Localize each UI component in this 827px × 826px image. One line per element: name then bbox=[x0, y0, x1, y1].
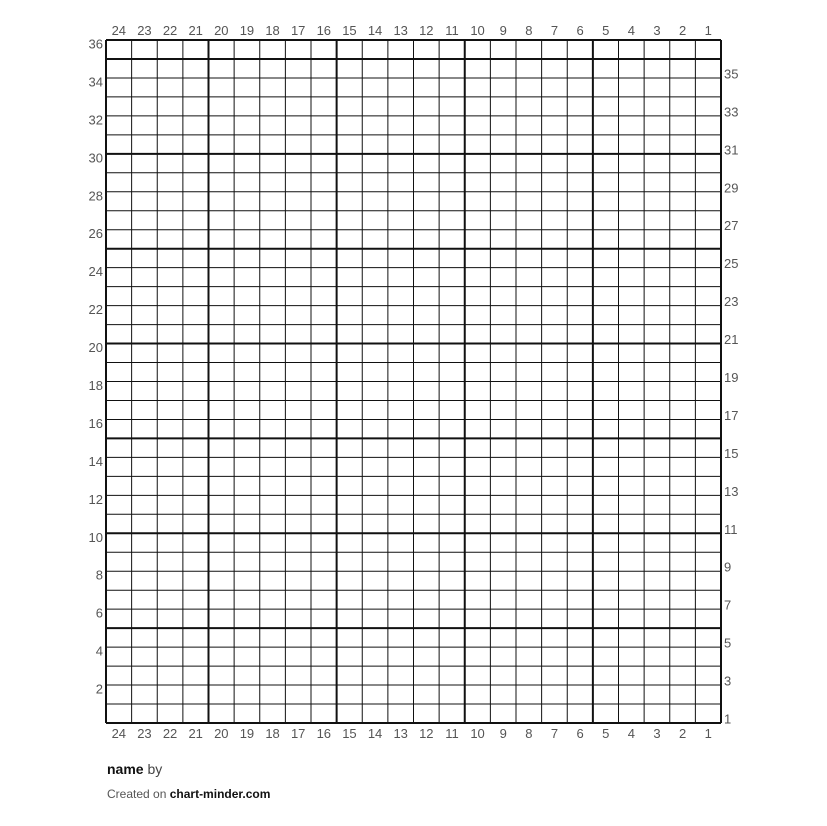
row-label: 25 bbox=[724, 256, 739, 272]
column-label: 20 bbox=[214, 23, 229, 38]
column-label: 23 bbox=[137, 726, 152, 741]
column-label: 4 bbox=[627, 726, 635, 741]
column-label: 4 bbox=[627, 23, 635, 38]
row-label: 32 bbox=[88, 112, 103, 128]
column-label: 11 bbox=[445, 23, 459, 38]
top-column-labels bbox=[112, 23, 712, 38]
row-label: 27 bbox=[724, 218, 739, 234]
site-link[interactable]: chart-minder.com bbox=[169, 787, 271, 801]
column-label: 16 bbox=[316, 726, 332, 741]
row-label: 6 bbox=[95, 605, 103, 621]
right-row-labels bbox=[724, 66, 738, 726]
column-label: 15 bbox=[342, 726, 357, 741]
column-label: 2 bbox=[678, 726, 687, 741]
column-label: 8 bbox=[525, 726, 533, 741]
column-label: 5 bbox=[602, 23, 610, 38]
column-label: 3 bbox=[653, 23, 661, 38]
column-label: 5 bbox=[602, 726, 610, 741]
column-label: 11 bbox=[445, 726, 459, 741]
column-label: 19 bbox=[239, 23, 255, 38]
chart-name: name bbox=[107, 761, 144, 777]
column-label: 21 bbox=[188, 726, 203, 741]
column-label: 14 bbox=[367, 726, 383, 741]
row-label: 21 bbox=[724, 332, 739, 348]
row-label: 1 bbox=[724, 711, 732, 727]
row-label: 23 bbox=[724, 294, 739, 310]
column-label: 23 bbox=[137, 23, 152, 38]
column-label: 12 bbox=[419, 23, 434, 38]
column-label: 10 bbox=[470, 23, 485, 38]
column-label: 17 bbox=[290, 23, 306, 38]
row-label: 11 bbox=[724, 521, 738, 537]
column-label: 10 bbox=[470, 726, 485, 741]
column-label: 21 bbox=[188, 23, 203, 38]
column-label: 8 bbox=[525, 23, 533, 38]
column-label: 22 bbox=[162, 726, 178, 741]
created-on-credit bbox=[107, 787, 270, 801]
row-label: 28 bbox=[88, 188, 103, 204]
row-label: 10 bbox=[88, 529, 103, 545]
column-label: 17 bbox=[290, 726, 306, 741]
row-label: 7 bbox=[724, 597, 732, 613]
column-label: 9 bbox=[499, 726, 507, 741]
row-label: 14 bbox=[88, 453, 103, 469]
left-row-labels bbox=[89, 36, 103, 696]
column-label: 1 bbox=[704, 23, 712, 38]
column-label: 24 bbox=[111, 23, 127, 38]
column-label: 3 bbox=[653, 726, 661, 741]
bottom-column-labels bbox=[112, 726, 712, 741]
minor-grid-lines bbox=[106, 40, 721, 723]
column-label: 7 bbox=[550, 726, 559, 741]
row-label: 22 bbox=[88, 302, 103, 318]
row-label: 30 bbox=[88, 150, 103, 166]
column-label: 1 bbox=[704, 726, 712, 741]
row-label: 8 bbox=[95, 567, 103, 583]
chart-title bbox=[107, 761, 162, 777]
column-label: 12 bbox=[419, 726, 434, 741]
column-label: 2 bbox=[678, 23, 687, 38]
row-label: 36 bbox=[88, 36, 103, 52]
column-label: 22 bbox=[162, 23, 178, 38]
row-label: 19 bbox=[724, 370, 739, 386]
row-label: 29 bbox=[724, 180, 739, 196]
row-label: 35 bbox=[724, 66, 739, 82]
row-label: 34 bbox=[88, 74, 103, 90]
column-label: 16 bbox=[316, 23, 332, 38]
column-label: 6 bbox=[576, 726, 584, 741]
column-label: 9 bbox=[499, 23, 507, 38]
row-label: 13 bbox=[724, 483, 739, 499]
row-label: 17 bbox=[724, 407, 739, 423]
column-label: 24 bbox=[111, 726, 127, 741]
column-label: 20 bbox=[214, 726, 229, 741]
column-label: 14 bbox=[367, 23, 383, 38]
column-label: 6 bbox=[576, 23, 584, 38]
row-label: 16 bbox=[88, 415, 103, 431]
row-label: 26 bbox=[88, 226, 103, 242]
row-label: 20 bbox=[88, 340, 103, 356]
row-label: 5 bbox=[724, 635, 732, 651]
row-label: 18 bbox=[88, 377, 103, 393]
row-label: 3 bbox=[724, 673, 732, 689]
row-label: 12 bbox=[88, 491, 103, 507]
row-label: 4 bbox=[95, 643, 103, 659]
column-label: 13 bbox=[393, 726, 408, 741]
row-label: 31 bbox=[724, 142, 739, 158]
column-label: 18 bbox=[265, 23, 280, 38]
column-label: 7 bbox=[550, 23, 559, 38]
row-label: 33 bbox=[724, 104, 739, 120]
row-label: 15 bbox=[724, 445, 739, 461]
row-label: 24 bbox=[88, 264, 103, 280]
column-label: 19 bbox=[239, 726, 255, 741]
column-label: 13 bbox=[393, 23, 408, 38]
row-label: 9 bbox=[724, 559, 732, 575]
chart-by-label: by bbox=[147, 761, 163, 777]
row-label: 2 bbox=[95, 681, 103, 697]
created-on-label: Created on bbox=[107, 787, 167, 801]
column-label: 15 bbox=[342, 23, 357, 38]
column-label: 18 bbox=[265, 726, 280, 741]
